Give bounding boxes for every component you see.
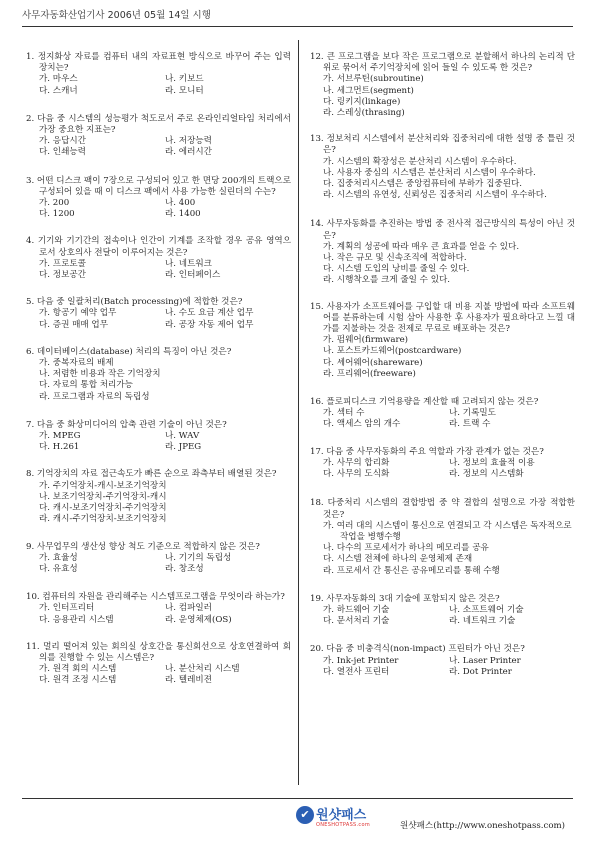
answer-option: 라. 운영체제(OS) xyxy=(165,614,232,625)
answer-option: 나. 400 xyxy=(165,198,196,209)
answer-option: 가. 하드웨어 기술 xyxy=(323,604,390,615)
answer-option: 다. 캐시-보조기억장치-주기억장치 xyxy=(39,503,167,514)
answer-option: 라. 공장 자동 제어 업무 xyxy=(165,319,254,330)
question-stem: 7. 다음 중 화상미디어의 압축 관련 기술이 아닌 것은? xyxy=(26,419,227,430)
answer-option: 다. 셰어웨어(shareware) xyxy=(323,357,423,368)
answer-option: 라. 캐시-주기억장치-보조기억장치 xyxy=(39,514,167,525)
question-stem: 19. 사무자동화의 3대 기술에 포함되지 않은 것은? xyxy=(310,593,500,604)
answer-options xyxy=(26,553,291,575)
answer-option: 나. 네트워크 xyxy=(165,258,212,269)
question-stem: 6. 데이터베이스(database) 처리의 특징이 아닌 것은? xyxy=(26,346,232,357)
question-stem: 17. 다음 중 사무자동화의 주요 역할과 가장 관계가 없는 것은? xyxy=(310,446,544,457)
answer-option: 나. 소프트웨어 기술 xyxy=(449,604,524,615)
option-row xyxy=(39,308,291,319)
answer-option: 나. 정보의 효율적 이용 xyxy=(449,457,535,468)
answer-option: 라. 스레싱(thrasing) xyxy=(323,108,405,119)
answer-option: 가. Ink-jet Printer xyxy=(323,655,399,666)
question-item xyxy=(26,52,291,97)
answer-option: 가. 효율성 xyxy=(39,552,78,563)
option-row xyxy=(323,605,575,616)
question-item xyxy=(26,297,291,331)
answer-option: 다. 스캐너 xyxy=(39,85,78,96)
answer-option: 나. 세그먼트(segment) xyxy=(323,85,414,96)
question-item xyxy=(310,594,575,628)
question-item xyxy=(310,397,575,431)
answer-option: 나. 기록밀도 xyxy=(449,408,496,419)
question-item xyxy=(310,302,575,380)
footer-logo xyxy=(296,803,372,833)
answer-options xyxy=(310,408,575,430)
answer-option: 가. 프로토콜 xyxy=(39,258,86,269)
answer-option: 라. 1400 xyxy=(165,209,201,220)
answer-option: 다. 시스템 도입의 낭비를 줄일 수 있다. xyxy=(323,264,470,275)
right-column xyxy=(310,52,575,678)
answer-option: 라. 인터페이스 xyxy=(165,270,221,281)
question-stem: 8. 기억장치의 자료 접근속도가 빠른 순으로 좌측부터 배열된 것은? xyxy=(26,469,277,480)
answer-option: 라. 프리웨어(freeware) xyxy=(323,368,416,379)
answer-option: 다. 문서처리 기술 xyxy=(323,616,390,627)
option-row xyxy=(323,616,575,627)
option-row xyxy=(323,458,575,469)
answer-option: 다. 인쇄능력 xyxy=(39,147,86,158)
question-item xyxy=(310,134,575,201)
answer-option: 나. 수도 요금 계산 업무 xyxy=(165,308,254,319)
option-row xyxy=(323,667,575,678)
answer-option: 가. 섹터 수 xyxy=(323,408,365,419)
answer-option: 다. 정보공간 xyxy=(39,270,86,281)
option-row xyxy=(39,209,291,220)
option-row xyxy=(39,553,291,564)
footer-rule xyxy=(22,798,573,799)
option-row xyxy=(323,408,575,419)
option-row xyxy=(39,564,291,575)
answer-options xyxy=(26,664,291,686)
answer-option: 나. 포스트카드웨어(postcardware) xyxy=(323,346,462,357)
question-stem: 11. 멀리 떨어져 있는 회의실 상호간을 통신회선으로 상호연결하여 회의를 진행할 수 있는 시스템은? xyxy=(26,641,291,663)
answer-option: 다. 증권 매매 업무 xyxy=(39,319,109,330)
answer-options xyxy=(26,481,291,526)
answer-option: 다. 원격 조정 시스템 xyxy=(39,675,117,686)
answer-option: 라. 시행착오를 크게 줄일 수 있다. xyxy=(323,275,451,286)
answer-options xyxy=(26,358,291,403)
answer-options xyxy=(26,259,291,281)
question-item xyxy=(310,219,575,286)
question-item xyxy=(26,236,291,281)
answer-option: 다. 응용관리 시스템 xyxy=(39,614,114,625)
answer-option: 라. 프로세서 간 통신은 공유메모리를 통해 수행 xyxy=(323,565,500,576)
answer-option: 가. 시스템의 확장성은 분산처리 시스템이 우수하다. xyxy=(323,156,517,167)
answer-option: 라. Dot Printer xyxy=(449,666,512,677)
answer-options xyxy=(310,605,575,627)
answer-option: 가. 마우스 xyxy=(39,74,78,85)
question-stem: 3. 어떤 디스크 팩이 7장으로 구성되어 있고 한 면당 200개의 트랙으로 구성되어 있을 때 이 디스크 팩에서 사용 가능한 실린더의 수는? xyxy=(26,175,291,197)
option-row xyxy=(39,675,291,686)
answer-option: 라. 정보의 시스템화 xyxy=(449,469,524,480)
answer-options xyxy=(310,242,575,287)
question-stem: 2. 다음 중 시스템의 성능평가 척도로서 주로 온라인리얼타임 처리에서 가장 중요한 지표는? xyxy=(26,113,291,136)
question-item xyxy=(26,642,291,687)
logo-emblem-icon: ✔ xyxy=(296,806,314,824)
question-stem: 4. 기기와 기기간의 접속이나 인간이 기계를 조작할 경우 공유 영역으로서 상호의사 전달이 이루어지는 것은? xyxy=(26,236,291,258)
answer-options xyxy=(26,136,291,158)
answer-options xyxy=(26,431,291,453)
option-row xyxy=(39,431,291,442)
answer-option: 나. 키보드 xyxy=(165,74,204,85)
answer-option: 라. JPEG xyxy=(165,442,202,453)
answer-option: 라. 네트워크 기술 xyxy=(449,616,516,627)
option-row xyxy=(323,656,575,667)
answer-option: 라. 트랙 수 xyxy=(449,419,491,430)
answer-option: 라. 창조성 xyxy=(165,563,204,574)
answer-option: 나. 보조기억장치-주기억장치-캐시 xyxy=(39,491,167,502)
answer-option: 다. 사무의 도식화 xyxy=(323,469,390,480)
answer-option: 라. 텔레비젼 xyxy=(165,675,212,686)
question-item xyxy=(310,644,575,678)
answer-option: 가. 원격 회의 시스템 xyxy=(39,664,117,675)
question-stem: 5. 다음 중 일괄처리(Batch processing)에 적합한 것은? xyxy=(26,297,243,308)
option-row xyxy=(39,442,291,453)
question-stem: 20. 다음 중 비충격식(non-impact) 프린터가 아닌 것은? xyxy=(310,644,525,655)
option-row xyxy=(39,270,291,281)
question-item xyxy=(310,498,575,576)
answer-option: 나. WAV xyxy=(165,431,200,442)
answer-options xyxy=(310,521,575,577)
answer-options xyxy=(310,335,575,380)
answer-options xyxy=(310,74,575,119)
option-row xyxy=(323,419,575,430)
question-stem: 18. 다중처리 시스템의 결합방법 중 약 결합의 설명으로 가장 적합한 것은? xyxy=(310,498,575,520)
answer-option: 다. 자료의 통합 처리가능 xyxy=(39,380,133,391)
logo-subtext: ONESHOTPASS.com xyxy=(316,822,370,828)
answer-options xyxy=(26,74,291,96)
option-row xyxy=(39,136,291,147)
answer-option: 다. H.261 xyxy=(39,442,80,453)
answer-option: 나. 저장능력 xyxy=(165,136,212,147)
answer-option: 나. 분산처리 시스템 xyxy=(165,664,240,675)
answer-option: 라. 시스템의 유연성, 신뢰성은 집중처리 시스템이 우수하다. xyxy=(323,190,547,201)
answer-option: 다. 액세스 암의 개수 xyxy=(323,419,401,430)
question-item xyxy=(26,420,291,454)
option-row xyxy=(39,74,291,85)
answer-options xyxy=(26,603,291,625)
column-divider xyxy=(298,40,299,785)
answer-option: 가. 응답시간 xyxy=(39,136,86,147)
answer-option: 가. 여러 대의 시스템이 통신으로 연결되고 각 시스템은 독자적으로 작업을 병행수행 xyxy=(323,520,572,542)
question-item xyxy=(26,347,291,403)
question-item xyxy=(310,52,575,119)
footer-site-link[interactable]: 원샷패스(http://www.oneshotpass.com) xyxy=(400,821,565,831)
option-row xyxy=(323,469,575,480)
answer-option: 가. 중복자료의 배제 xyxy=(39,358,114,369)
answer-options xyxy=(26,198,291,220)
answer-option: 가. 펌웨어(firmware) xyxy=(323,335,409,346)
answer-option: 가. 주기억장치-캐시-보조기억장치 xyxy=(39,480,167,491)
answer-option: 다. 유효성 xyxy=(39,563,78,574)
answer-option: 나. 저렴한 비용과 작은 기억장치 xyxy=(39,369,161,380)
option-row xyxy=(39,259,291,270)
question-stem: 10. 컴퓨터의 자원을 관리해주는 시스템프로그램을 무엇이라 하는가? xyxy=(26,592,285,603)
option-row xyxy=(39,198,291,209)
answer-option: 가. MPEG xyxy=(39,431,81,442)
option-row xyxy=(39,320,291,331)
question-stem: 1. 정지화상 자료를 컴퓨터 내의 자료표현 방식으로 바꾸어 주는 입력장치는? xyxy=(26,52,291,74)
answer-options xyxy=(26,308,291,330)
question-stem: 9. 사무업무의 생산성 향상 척도 기준으로 적합하지 않은 것은? xyxy=(26,541,260,552)
header-rule xyxy=(22,26,573,27)
answer-option: 가. 사무의 합리화 xyxy=(323,457,390,468)
answer-option: 다. 시스템 전체에 하나의 운영체제 존재 xyxy=(323,554,473,565)
answer-options xyxy=(310,458,575,480)
answer-option: 라. 모니터 xyxy=(165,85,204,96)
answer-option: 다. 열전사 프린터 xyxy=(323,666,390,677)
question-item xyxy=(310,447,575,481)
question-stem: 14. 사무자동화를 추진하는 방법 중 전사적 접근방식의 특성이 아닌 것은? xyxy=(310,219,575,241)
answer-option: 가. 서브루틴(subroutine) xyxy=(323,74,424,85)
answer-option: 나. 다수의 프로세서가 하나의 메모리를 공유 xyxy=(323,543,489,554)
answer-option: 다. 1200 xyxy=(39,209,75,220)
question-item xyxy=(26,176,291,221)
answer-option: 가. 200 xyxy=(39,198,70,209)
answer-option: 가. 항공기 예약 업무 xyxy=(39,308,117,319)
answer-option: 다. 집중처리시스템은 중앙컴퓨터에 부하가 집중된다. xyxy=(323,179,523,190)
question-stem: 16. 플로피디스크 기억용량을 계산할 때 고려되지 않는 것은? xyxy=(310,397,539,408)
option-row xyxy=(39,147,291,158)
answer-option: 나. Laser Printer xyxy=(449,655,521,666)
page-header: 사무자동화산업기사 2006년 05월 14일 시행 xyxy=(22,10,211,21)
option-row xyxy=(39,664,291,675)
answer-option: 다. 링키지(linkage) xyxy=(323,96,401,107)
question-stem: 12. 큰 프로그램을 보다 작은 프로그램으로 분할해서 하나의 논리적 단위로 묶어서 주기억장치에 읽어 들일 수 있도록 한 것은? xyxy=(310,52,575,74)
question-stem: 13. 정보처리 시스템에서 분산처리와 집중처리에 대한 설명 중 틀린 것은? xyxy=(310,134,575,156)
answer-option: 나. 사용자 중심의 시스템은 분산처리 시스템이 우수하다. xyxy=(323,167,536,178)
question-item xyxy=(26,469,291,525)
left-column xyxy=(26,52,291,687)
answer-option: 가. 인터프리터 xyxy=(39,603,95,614)
answer-option: 라. 프로그램과 자료의 독립성 xyxy=(39,391,150,402)
answer-option: 나. 작은 규모 및 신속조직에 적합하다. xyxy=(323,253,467,264)
question-stem: 15. 사용자가 소프트웨어를 구입할 대 비용 지불 방법에 따라 소프트웨어를 분류하는데 시험 삼아 사용한 후 사용자가 필요하다고 느낄 대가를 지불하는 것을 전제로 무료로 배포하는 것은? xyxy=(310,301,575,335)
answer-option: 나. 컴파일러 xyxy=(165,603,212,614)
option-row xyxy=(39,615,291,626)
answer-options xyxy=(310,656,575,678)
question-item xyxy=(26,592,291,626)
question-item xyxy=(26,542,291,576)
question-item xyxy=(26,114,291,159)
answer-option: 나. 기기의 독립성 xyxy=(165,552,232,563)
logo-text: 원샷패스 xyxy=(316,808,367,823)
answer-options xyxy=(310,157,575,202)
answer-option: 라. 에러시간 xyxy=(165,147,212,158)
option-row xyxy=(39,603,291,614)
option-row xyxy=(39,86,291,97)
answer-option: 가. 계획의 성공에 따라 매우 큰 효과를 얻을 수 있다. xyxy=(323,241,520,252)
